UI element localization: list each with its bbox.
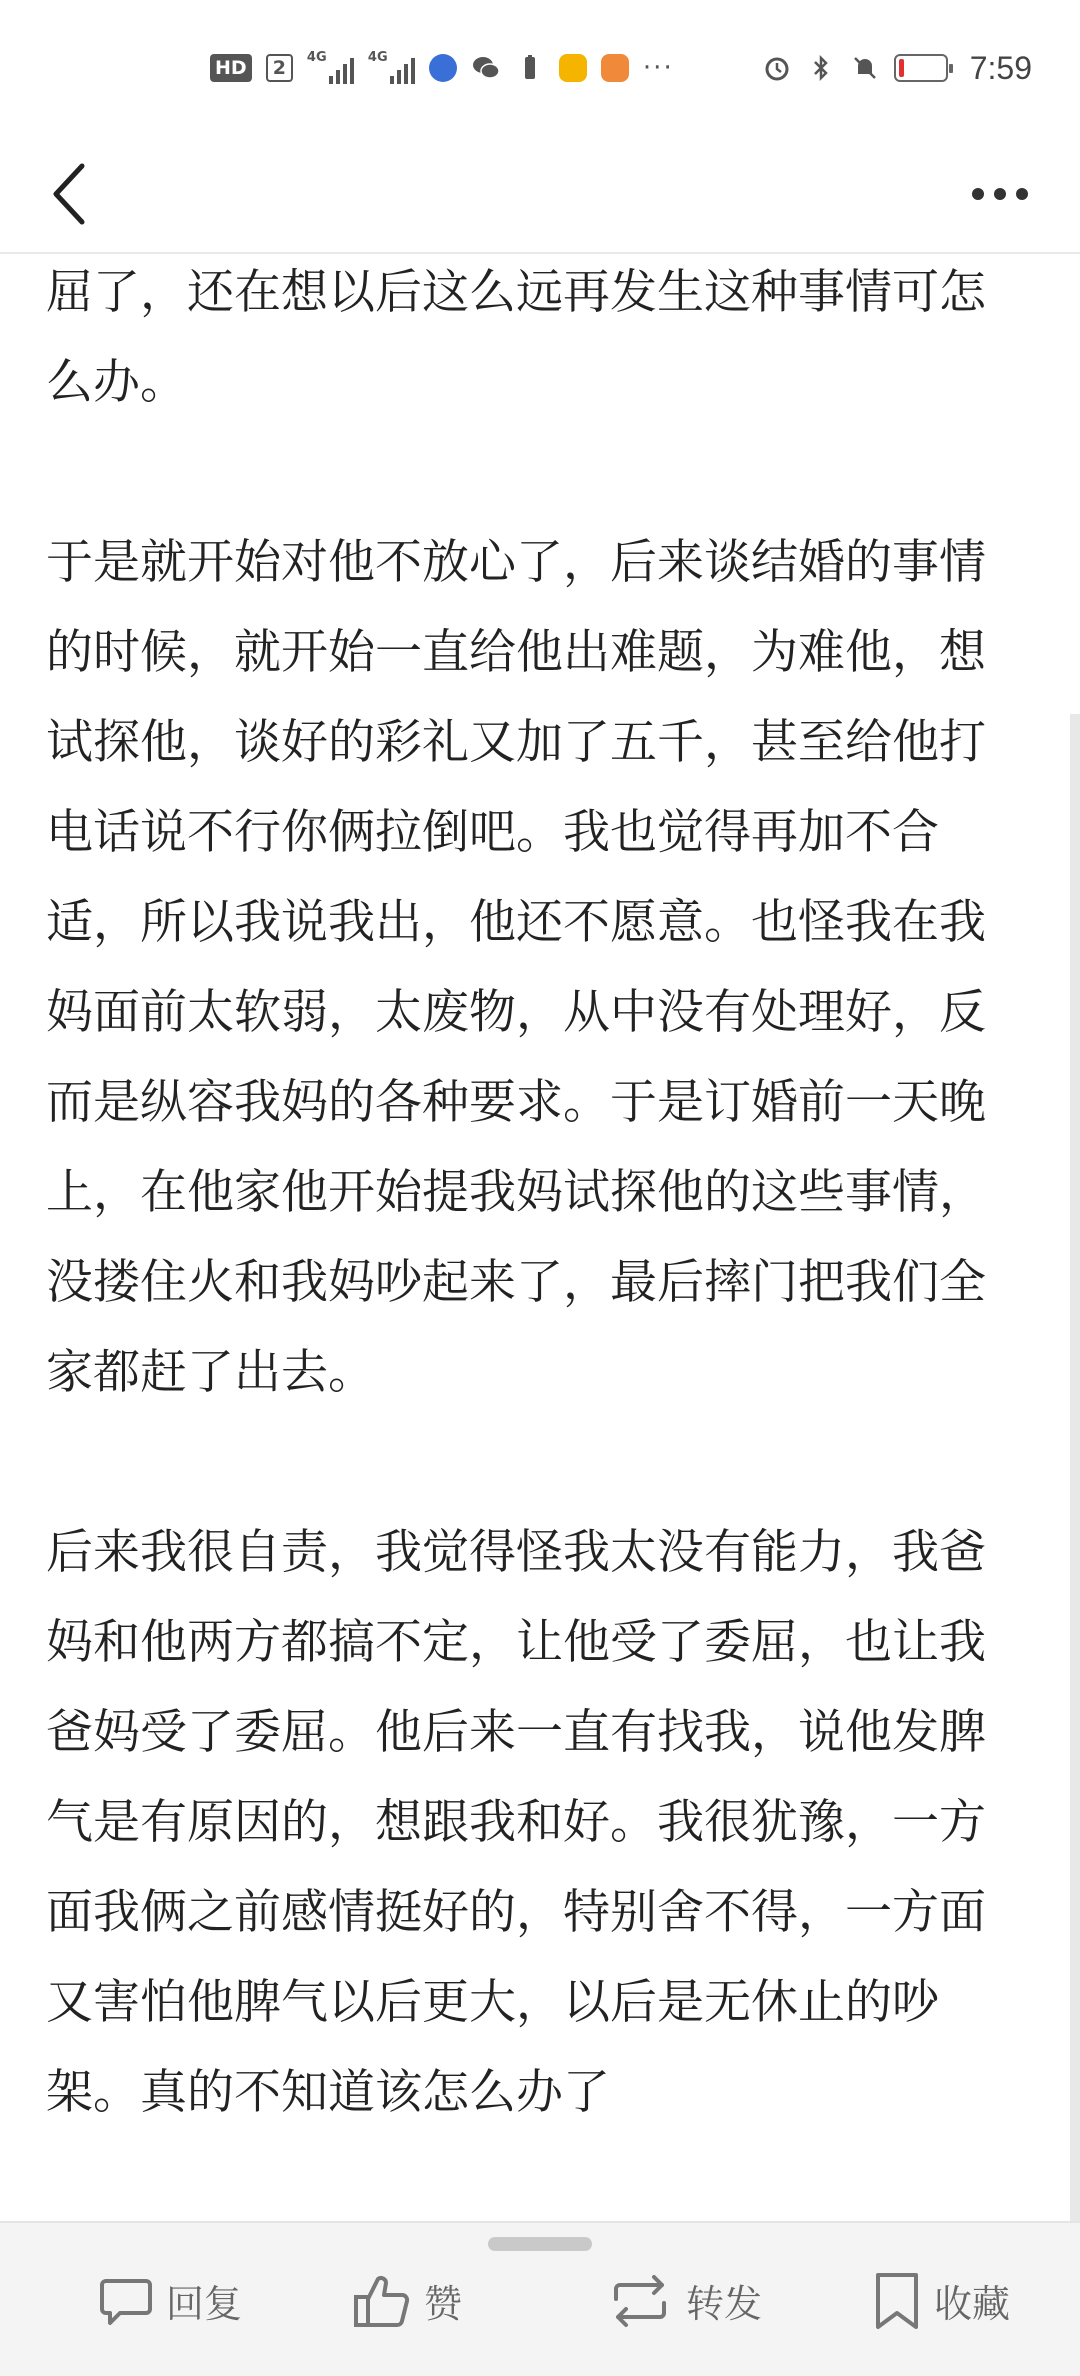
sim-icon: 2: [266, 54, 293, 82]
mute-icon: [850, 53, 880, 83]
clock: 7:59: [969, 49, 1032, 86]
chevron-left-icon: [48, 162, 88, 226]
favorite-button[interactable]: [872, 2223, 1010, 2376]
more-horizontal-icon: [972, 188, 984, 200]
reply-label: 回复: [166, 2282, 243, 2326]
alarm-icon: [762, 53, 792, 83]
app-icon: [429, 54, 457, 82]
bookmark-icon: [872, 2271, 922, 2331]
hd-icon: HD: [210, 54, 252, 82]
paragraph: 屈了，还在想以后这么远再发生这种事情可怎么办。: [46, 265, 986, 410]
signal-icon: [307, 52, 354, 84]
bluetooth-icon: [806, 53, 836, 83]
battery-icon: [894, 54, 948, 82]
comment-icon: [98, 2273, 154, 2329]
network-type: 4G: [367, 50, 388, 65]
weibo-icon: [559, 54, 587, 82]
repost-button[interactable]: [606, 2223, 762, 2376]
network-type: 4G: [306, 50, 327, 65]
more-options-button[interactable]: [960, 166, 1040, 222]
app-icon: [601, 54, 629, 82]
drag-handle[interactable]: [488, 2237, 592, 2251]
status-right: [762, 50, 1032, 87]
battery-saver-icon: [515, 53, 545, 83]
favorite-label: 收藏: [934, 2282, 1011, 2326]
repost-icon: [606, 2273, 674, 2329]
more-icon: ···: [642, 53, 674, 83]
scrollbar[interactable]: [1070, 714, 1080, 2221]
nav-bar: [0, 136, 1080, 254]
battery-fill: [899, 59, 904, 77]
like-label: 赞: [424, 2282, 463, 2326]
paragraph: 于是就开始对他不放心了，后来谈结婚的事情的时候，就开始一直给他出难题，为难他，想试探他，谈好的彩礼又加了五千，甚至给他打电话说不行你俩拉倒吧。我也觉得再加不合适，所以我说我出，他还不愿意。也怪我在我妈面前太软弱，太废物，从中没有处理好，反而是纵容我妈的各种要求。于是订婚前一天晚上，在他家他开始提我妈试探他的这些事情，没搂住火和我妈吵起来了，最后摔门把我们全家都赶了出去。: [46, 535, 986, 1400]
article-content[interactable]: [0, 254, 1080, 2221]
signal-icon: [368, 52, 415, 84]
article-body-text: [46, 254, 1026, 2221]
repost-label: 转发: [686, 2282, 763, 2326]
back-button[interactable]: [38, 156, 98, 232]
status-bar: [0, 0, 1080, 136]
paragraph: 后来我很自责，我觉得怪我太没有能力，我爸妈和他两方都搞不定，让他受了委屈，也让我爸妈受了委屈。他后来一直有找我，说他发脾气是有原因的，想跟我和好。我很犹豫，一方面我俩之前感情挺好的，特别舍不得，一方面又害怕他脾气以后更大，以后是无休止的吵架。真的不知道该怎么办了: [46, 1525, 986, 2120]
thumbs-up-icon: [352, 2271, 412, 2331]
wechat-icon: [471, 53, 501, 83]
reply-button[interactable]: [98, 2223, 242, 2376]
like-button[interactable]: [352, 2223, 462, 2376]
status-left: [210, 52, 674, 84]
